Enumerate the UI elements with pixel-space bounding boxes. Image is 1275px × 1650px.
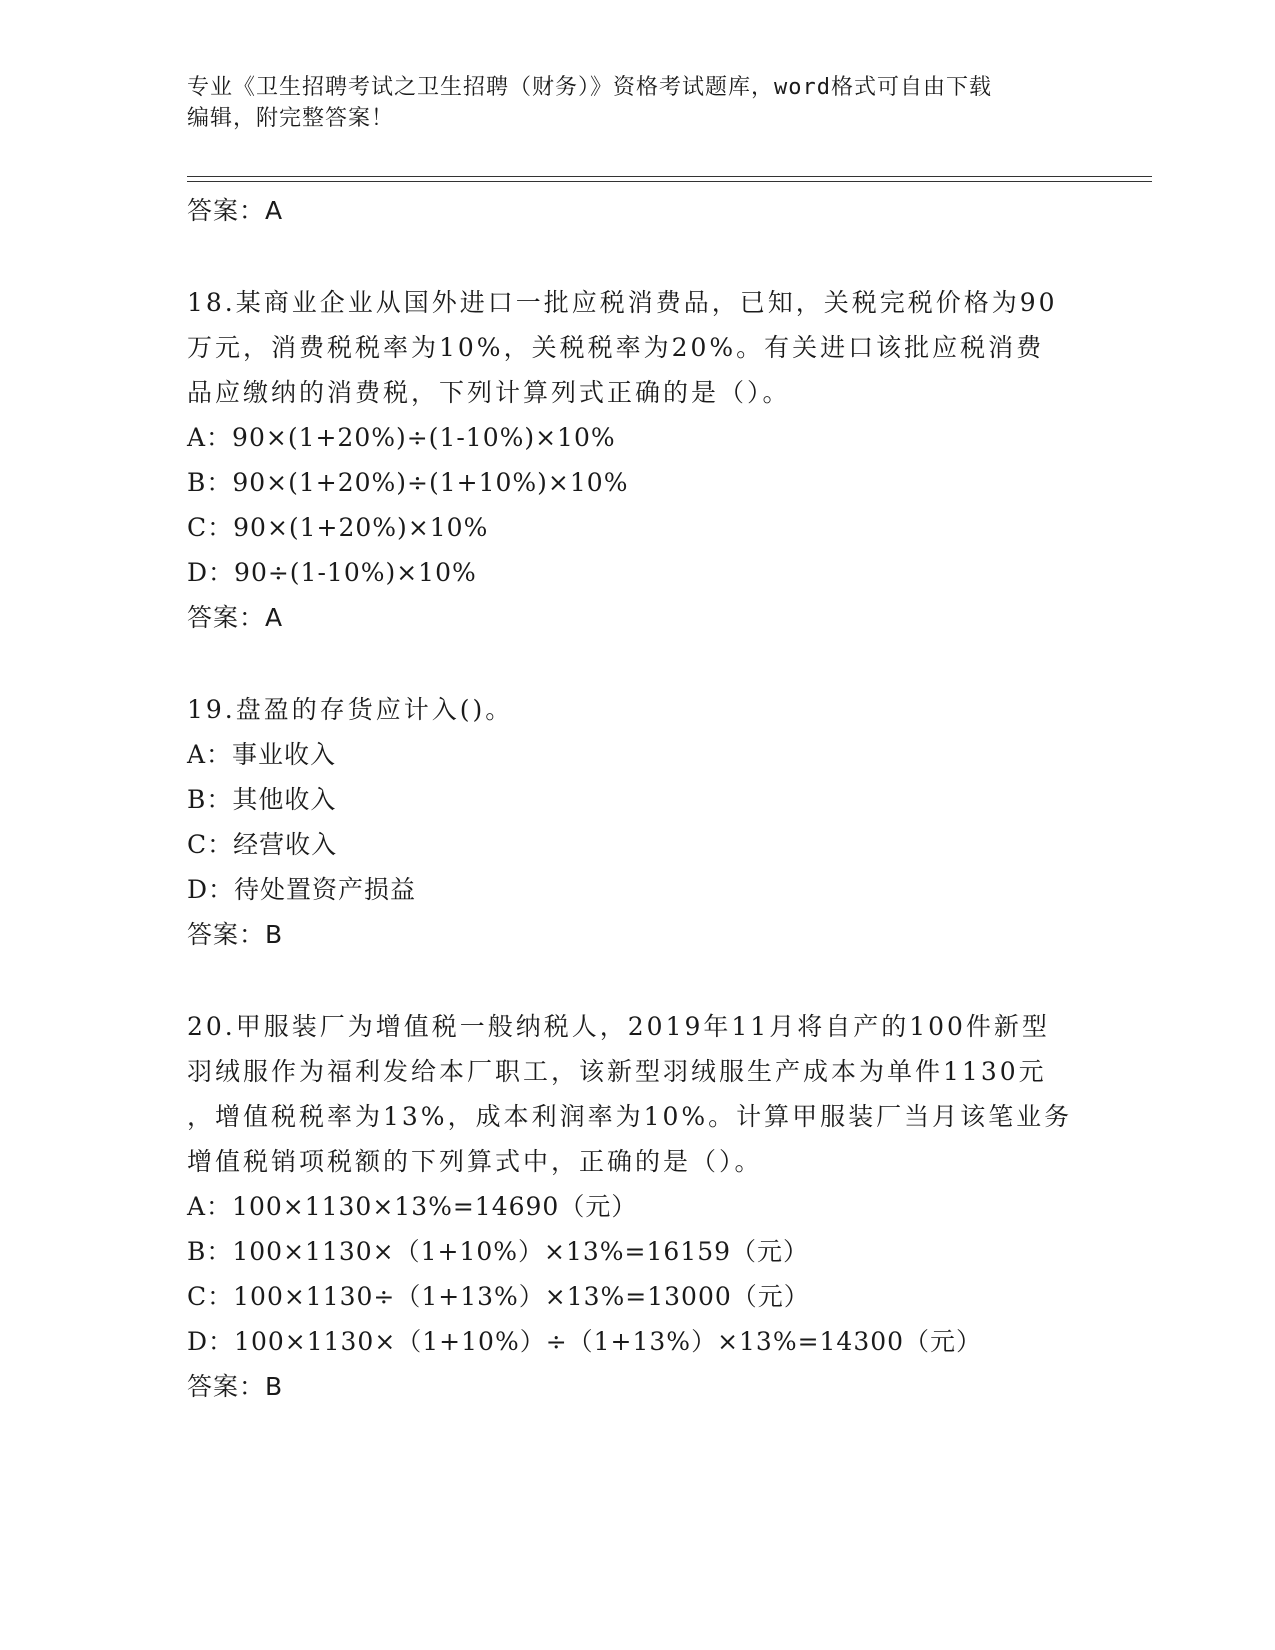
answer-label: 答案：B — [187, 1372, 284, 1401]
option-d: D：90÷(1-10%)×10% — [187, 558, 477, 587]
option-d: D：待处置资产损益 — [187, 875, 417, 904]
document-header — [187, 72, 1067, 134]
question-line: 18.某商业企业从国外进口一批应税消费品，已知，关税完税价格为90 — [187, 288, 1058, 317]
answer-label: 答案：B — [187, 920, 284, 949]
header-line: 专业《卫生招聘考试之卫生招聘（财务）》资格考试题库，word格式可自由下载 — [187, 75, 992, 100]
question-line: 万元，消费税税率为10%，关税税率为20%。有关进口该批应税消费 — [187, 333, 1045, 362]
answer-label: 答案：A — [187, 603, 284, 632]
question-text — [187, 280, 1087, 415]
option-a: A：100×1130×13%=14690（元） — [187, 1192, 638, 1221]
question-line: 19.盘盈的存货应计入()。 — [187, 695, 514, 724]
question-line: 羽绒服作为福利发给本厂职工，该新型羽绒服生产成本为单件1130元 — [187, 1057, 1047, 1086]
option-a: A：事业收入 — [187, 740, 337, 769]
header-divider — [187, 181, 1152, 182]
answer-label: 答案：A — [187, 196, 284, 225]
header-line: 编辑，附完整答案！ — [187, 106, 395, 131]
question-list — [187, 188, 1087, 1409]
option-c: C：经营收入 — [187, 830, 338, 859]
option-b: B：100×1130×（1+10%）×13%=16159（元） — [187, 1237, 810, 1266]
question-text — [187, 687, 1087, 732]
question-18 — [187, 280, 1087, 640]
question-20 — [187, 1004, 1087, 1409]
question-line: 品应缴纳的消费税，下列计算列式正确的是（）。 — [187, 378, 791, 407]
option-b: B：90×(1+20%)÷(1+10%)×10% — [187, 468, 629, 497]
question-line: 增值税销项税额的下列算式中，正确的是（）。 — [187, 1147, 763, 1176]
option-a: A：90×(1+20%)÷(1-10%)×10% — [187, 423, 616, 452]
header-divider — [187, 176, 1152, 177]
option-d: D：100×1130×（1+10%）÷（1+13%）×13%=14300（元） — [187, 1327, 983, 1356]
option-b: B：其他收入 — [187, 785, 337, 814]
question-line: 20.甲服装厂为增值税一般纳税人，2019年11月将自产的100件新型 — [187, 1012, 1050, 1041]
option-c: C：90×(1+20%)×10% — [187, 513, 489, 542]
question-text — [187, 1004, 1087, 1184]
option-c: C：100×1130÷（1+13%）×13%=13000（元） — [187, 1282, 810, 1311]
question-line: ，增值税税率为13%，成本利润率为10%。计算甲服装厂当月该笔业务 — [187, 1102, 1073, 1131]
question-19 — [187, 687, 1087, 957]
